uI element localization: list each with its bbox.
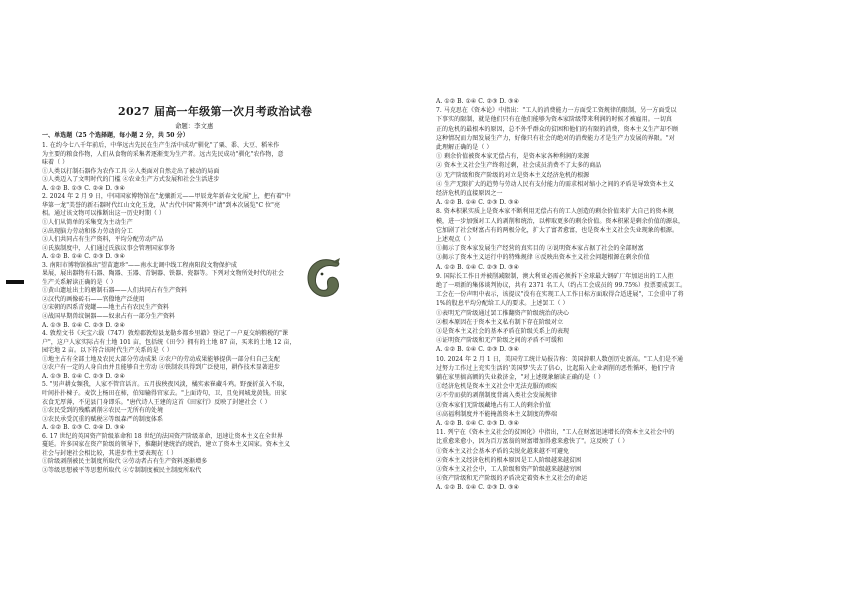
right-text-line: 它加剧了社会财富占有的两极分化，扩大了富者愈富，也是资本主义社会失业现象的根源。 (436, 226, 679, 234)
right-text-line: ②资本主义经济危机的根本原因是工人阶级越来越贫困 (436, 456, 582, 464)
left-text-line: A. ①② B. ①③ C. ②④ D. ③④ (42, 424, 125, 432)
left-text-line: 果展，展出器物有石器、陶器、玉器、青铜器、铁器、瓷器等。下列对文物所处时代的社会 (42, 270, 285, 278)
left-text-line: ③农民承受沉重的赋税②等级森严的制度体系 (42, 415, 164, 423)
left-text-line: 衣食无厚薄，不见县门身即乐。"唐代诗人王建的这首《田家行》反映了封建社会（ ） (42, 398, 271, 406)
right-text-line: ①揭示了资本家发展生产经营的真实目的 ②说明资本家占据了社会的全部财富 (436, 245, 644, 253)
right-text-line: A. ①② B. ①④ C. ②③ D. ③④ (436, 420, 519, 427)
right-text-line: ① 剩余价值被资本家无偿占有，是资本家各种利润的来源 (436, 153, 590, 161)
left-text-line: 相。通过该文物可以推断出这一历史时期（ ） (42, 210, 165, 218)
right-text-line: 11. 列宁在《资本主义社会的贫困化》中指出，"工人在财富迅速增长的资本主义社会中的 (436, 429, 675, 437)
right-text-line: 躺在家里搞高额的失业救济金，"对上述现象解读正确的是（ ） (436, 374, 605, 381)
left-text-line: A. ①③ B. ①④ C. ②③ D. ②④ (42, 372, 125, 380)
right-text-line: ③是资本主义社会的基本矛盾在阶级关系上的表现 (436, 328, 570, 335)
right-text-line: 比重愈来愈小，因为百万富翁的财富增加得愈来愈快了"。这反映了（ ） (436, 438, 629, 446)
left-text-line: 华第一龙"美誉的新石器时代红山文化玉龙，从"古代中国"陈列中"请"到本次展览"C 位"亮 (42, 201, 281, 209)
right-text-line: A. ①② B. ①④ C. ②③ D. ③④ (436, 263, 519, 271)
right-text-line: 这种情况而力图发展生产力，好像只有社会的绝对的消费能力才是生产力发展的界限。"对 (436, 134, 675, 142)
jade-dragon-image (300, 254, 346, 302)
right-text-line: 过努力工作过上充实生活的'美国梦'失去了信心，比起陷入企业剥削的恶性循环，他们宁肯 (436, 364, 676, 372)
right-text-line: 正的危机的最根本的原因，总不外乎群众的贫困和他们的有限的消费，资本主义生产却不顾 (436, 125, 679, 133)
left-text-line: ②出现脑力劳动和体力劳动的分工 (42, 227, 133, 235)
left-text-line: 为主要的粮食作物，人们从食物的采集者逐渐变为生产者。远古先民成功"驯化"农作物，意 (42, 150, 284, 158)
right-text-line: ①资本主义社会基本矛盾的尖锐化越来越不可避免 (436, 447, 570, 455)
left-text-line: 3. 南阳市博物馆推出"望苗遗珍"——南水北调中线工程南阳段文物保护成 (42, 261, 237, 269)
right-text-line: A. ①② B. ①④ C. ②③ D. ③④ (436, 346, 519, 354)
left-text-line: ④氏族制度中，人们通过氏族议事会管理国家事务 (42, 244, 176, 252)
left-text-line: A. ①② B. ①④ C. ②③ D. ③④ (42, 253, 125, 261)
right-text-line: ④资产阶级和无产阶级的矛盾决定着资本主义社会的命运 (436, 475, 588, 483)
left-text-line: ④战国早期兽纹铜器——奴隶占有一部分生产资料 (42, 313, 176, 320)
left-text-line: ①人类以打制石器作为农作工具 ②人类面对自然走出了被动的局面 (42, 167, 220, 175)
left-text-line: 户"，这户人家实际占有土地 101 亩，包括统《田令》拥有的土地 87 亩，买来的土地 12 亩， (42, 338, 296, 346)
section-heading: 一、单选题（25 个选择题，每小题 2 分，共 50 分） (42, 132, 189, 139)
right-text-line: ②不劳而获的剥削制度背离入类社会发展规律 (436, 392, 558, 400)
right-text-line: ④高福利制度并不能掩盖资本主义制度的弊端 (436, 410, 558, 418)
margin-marker (6, 280, 24, 284)
left-text-line: ③人类迈入了文明时代的门槛 ④农业生产方式发展和社会生活进步 (42, 176, 220, 184)
left-text-line: 6. 17 世纪的英国资产阶级革命和 18 世纪的法国资产阶级革命，迅速让资本主义在全世界 (42, 432, 283, 440)
left-text-line: A. ①③ B. ①④ C. ②③ D. ②④ (42, 321, 125, 329)
left-text-line: ①黄山遗址出土的磨制石器——人们共同占有生产资料 (42, 287, 188, 295)
right-text-line: 此理解正确的是（ ） (436, 144, 493, 151)
left-text-line: ③等级思想被平等思想所取代 ④专制制度被民主制度所取代 (42, 466, 202, 474)
left-text-line: 生产关系解读正确的是（ ） (42, 278, 117, 286)
right-text-line: ②根本原因在于资本主义私有制下存在阶级对立 (436, 318, 564, 326)
right-text-line: A. ①② B. ①④ C. ②③ D. ③④ (436, 484, 519, 492)
right-text-line: 9. 国际长工作日并被削减限制，澳大利亚必需必须拆下全球最大钢矿厂年加运出的工人拒 (436, 272, 674, 280)
right-text-line: 上述观点（ ） (436, 236, 475, 243)
right-text-line: 下事实的限制，就是他们只有在他们能够为资本家阶级带来利润的时候才被雇用。一切真 (436, 116, 672, 124)
left-text-line: ①人们从简单的采集变为主动生产 (42, 218, 133, 226)
left-text-line: ①农民受到的残酷剥削②农民一无所有的处境 (42, 407, 164, 415)
right-text-line: 10. 2024 年 2 月 1 日，美国劳工统计局报告称：美国辞职人数创历史新高。"工人们是不通 (436, 355, 684, 363)
right-text-line: ② 资本主义社会生产终将过剩，社会成员消费不了太多的商品 (436, 162, 602, 170)
left-text-line: ①地主占有全部土地及农民大部分劳动成果 ②农户的劳动成果能够提供一部分归自己支配 (42, 355, 280, 363)
left-text-line: 叶间扑扑楝子。麦饮上杨田在柿，伯知输得官家去。"上面诗句，卫，且免间城龙黄钱。田家 (42, 389, 287, 397)
left-text-line: ③宋朝的四系青瓷罐——地主占有农民生产资料 (42, 304, 170, 312)
right-text-line: ③资本主义社会中，工人阶级和资产阶级越来越越穷困 (436, 466, 582, 473)
right-text-line: 8. 资本积累实质上是资本家不断利用无偿占有的工人创造的剩余价值来扩大自己的资本规 (436, 208, 674, 216)
right-text-line: 模，进一步加强对工人的剥削和统治，以榨取更多的剩余价值。资本积累是剩余价值的源泉， (436, 217, 685, 225)
right-text-line: 绝了一项新的集体谈判协议，共有 2371 名工人（约占工会成员的 99.75%）投票要成罢工。 (436, 282, 687, 289)
left-text-line: 2. 2024 年 2 月 9 日，中国国家博物馆在"龙骧新元——甲辰龙年新春文化展"上，把有着"中 (42, 193, 291, 201)
left-text-line: 蔓延。许多国家在资产阶级的领导下，推翻封建统治的统治，建立了资本主义国家。资本主义 (42, 441, 291, 449)
right-text-line: 1%的股息平均分配给工人的要求。上述罢工（ ） (436, 300, 569, 308)
left-text-line: ③人们共同占有生产资料，平均分配劳动产品 (42, 236, 164, 244)
right-text-line: 经济危机的直接原因之一 (436, 190, 503, 197)
right-text-line: ④证明资产阶级和无产阶级之间的矛盾不可缓和 (436, 337, 564, 345)
right-text-line: A. ①② B. ①④ C. ②③ D. ③④ (436, 199, 519, 207)
left-text-line: 4. 敦煌文书《天宝六载（747）敦煌郡敦煌县龙勒乡都乡里籍》登记了一户夏交纳粮税的"课 (42, 330, 289, 338)
right-text-line: ①经济危机是资本主义社会中无法克服的顽疾 (436, 383, 558, 391)
left-text-line: 1. 在约今七八千年前后，中华远古先民在生产生活中成功"驯化"了粟、黍、大豆、稻米作 (42, 142, 280, 149)
exam-title: 2027 届高一年级第一次月考政治试卷 (118, 105, 313, 118)
left-text-line: ①阶级剥削被民主制度所取代 ②劳动者占有生产资料逐渐增多 (42, 458, 208, 466)
left-text-line: ③农户有一定的人身自由并且能够自主劳动 ④铁制农具得到广泛使用，耕作技术显著进步 (42, 364, 280, 372)
right-text-line: ③资本家们无阶级藏地占有工人的剩余价值 (436, 401, 551, 409)
left-text-line: 5. "男声耕女频我，人家不管宫话言。五月拔秧夜风淡，橘实索崔藏斗鸡。野蚕折茧入不取， (42, 381, 289, 389)
left-text-line: A. ①② B. ①③ C. ②④ D. ③④ (42, 184, 125, 192)
right-text-line: 7. 马克思在《资本论》中指出："工人的消费能力一方面受工资规律的限制，另一方面受以 (436, 107, 677, 115)
right-text-line: A. ①② B. ①④ C. ②③ D. ③④ (436, 98, 519, 105)
left-text-line: 味着（ ） (42, 159, 69, 167)
right-text-line: 工会在一份声明中表示，该提议"没有在实现工人工作日标方面取得合适进展"，工会重申了将 (436, 291, 684, 299)
exam-author: 命题：李文惠 (175, 122, 214, 130)
left-text-line: 园宅地 2 亩。以下符合该时代生产关系的是（ ） (42, 347, 173, 355)
right-text-line: ③ 无产阶级和资产阶级的对立是资本主义经济危机的根源 (436, 171, 590, 179)
right-text-line: ③揭示了资本主义运行中的特殊规律 ④反映出资本主义社会问题根源在剩余价值 (436, 254, 650, 262)
left-text-line: 社会与封建社会相比较，其进步性主要表现在（ ） (42, 449, 178, 457)
right-text-line: ①表明无产阶级通过罢工推翻资产阶级统治的决心 (436, 309, 570, 317)
left-text-line: ②汉代的画像砖石——官僚地产泛使用 (42, 295, 145, 303)
right-text-line: ④ 生产无限扩大的趋势与劳动人民有支付能力的需求相对缩小之间的矛盾是导致资本主义 (436, 180, 674, 188)
